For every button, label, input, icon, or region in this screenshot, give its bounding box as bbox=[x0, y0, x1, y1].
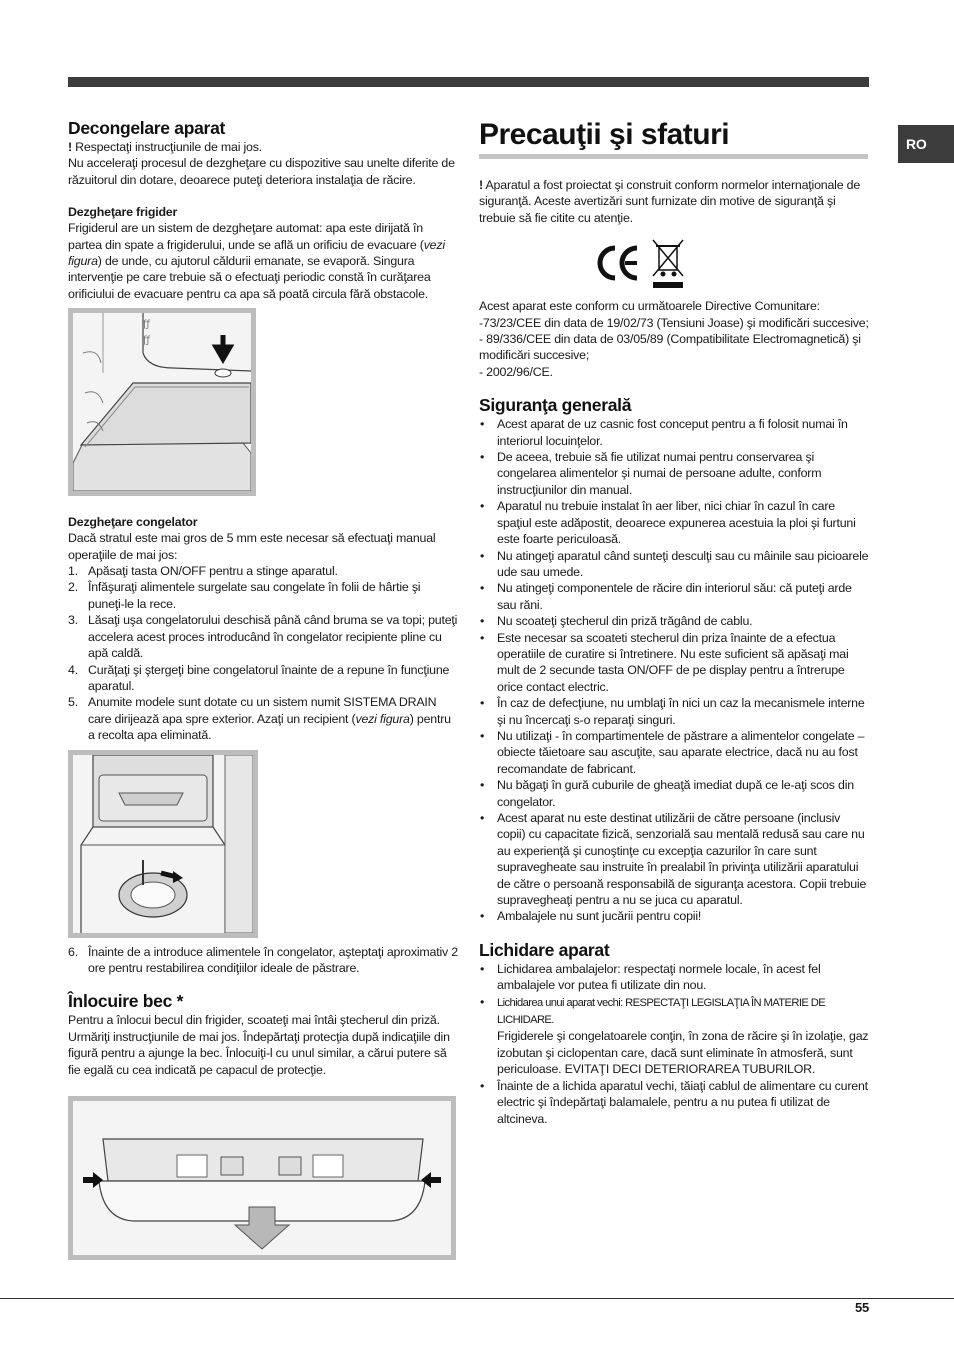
bulb-title: Înlocuire bec * bbox=[68, 991, 184, 1012]
list-item: • Nu băgaţi în gură cuburile de gheaţă imediat după ce le-aţi scos din congelator. bbox=[480, 778, 854, 809]
list-item: • Ambalajele nu sunt jucării pentru copii! bbox=[480, 909, 702, 924]
list-item: • Nu atingeţi componentele de răcire din interiorul său: că puteţi arde sau răni. bbox=[480, 581, 852, 612]
safety-list bbox=[479, 416, 871, 925]
defrost-note bbox=[68, 139, 458, 155]
list-item: • În caz de defecţiune, nu umblaţi în nici un caz la mecanismele interne şi nu încercaţi s-o reparaţi singuri. bbox=[480, 696, 865, 727]
list-item: • Nu scoateţi ştecherul din priză trăgând de cablu. bbox=[480, 614, 753, 629]
page-number: 55 bbox=[854, 1300, 869, 1315]
list-item: 4. Curăţaţi şi ştergeţi bine congelatorul înainte de a repune în funcţiune aparatul. bbox=[68, 662, 450, 693]
list-item: 5. Anumite modele sunt dotate cu un sistem numit SISTEMA DRAIN care dirijează apa spre exterior. Azaţi un recipient (vezi figura) pentru a recolta apa eliminată. bbox=[68, 695, 451, 743]
right-column bbox=[479, 117, 871, 1127]
page-title: Precauţii şi sfaturi bbox=[479, 118, 730, 151]
note-text: Respectaţi instrucţiunile de mai jos. bbox=[71, 140, 262, 154]
list-item: • Nu utilizaţi - în compartimentele de păstrare a alimentelor congelate – obiecte tăietoare sau ascuţite, sau aparate electrice, dacă nu au fost recomandate de fabricant. bbox=[480, 728, 865, 776]
fridge-drain-figure bbox=[68, 308, 256, 496]
intro-body: Aparatul a fost proiectat şi construit conform normelor internaţionale de siguranţă. Aceste avertizări sunt furnizate din motive de siguranţă şi trebuie să fie citite cu atenţie. bbox=[479, 178, 861, 225]
list-item: • Este necesar sa scoateti stecherul din priza înainte de a efectua operatiile de curatire si întretinere. Nu este suficient să apăsaţi mai mult de 2 secunde tasta ON/OFF de pe display pentru a întrerupe orice contact electric. bbox=[480, 630, 849, 694]
lamp-cover-illustration bbox=[73, 1101, 451, 1255]
language-tab: RO bbox=[898, 125, 954, 163]
list-item: • Lichidarea ambalajelor: respectaţi normele locale, în acest fel ambalajele vor putea fi utilizate din nou. bbox=[480, 961, 821, 993]
freezer-defrost-intro: Dacă stratul este mai gros de 5 mm este necesar să efectuaţi manual operaţiile de mai jos: bbox=[68, 531, 436, 562]
note-mark: ! bbox=[68, 140, 72, 154]
freezer-steps bbox=[68, 563, 458, 743]
directive-line: - 89/336/CEE din data de 03/05/89 (Compatibilitate Electromagnetică) şi modificări succesive; bbox=[479, 332, 861, 363]
defrost-title: Decongelare aparat bbox=[68, 118, 226, 138]
freezer-defrost-subtitle: Dezgheţare congelator bbox=[68, 515, 198, 530]
fridge-interior-illustration bbox=[73, 313, 251, 491]
top-bar bbox=[68, 77, 869, 87]
list-item: 6. Înainte de a introduce alimentele în congelator, aşteptaţi aproximativ 2 ore pentru restabilirea condiţiilor ideale de păstrare. bbox=[68, 944, 458, 975]
list-item: • Aparatul nu trebuie instalat în aer liber, nici chiar în cazul în care spaţiul este adăpostit, deoarece expunerea acestuia la ploi şi furtuni este foarte periculoasă. bbox=[480, 499, 856, 547]
footer-rule bbox=[0, 1298, 954, 1299]
fridge-defrost-text bbox=[68, 220, 458, 302]
list-item: • De aceea, trebuie să fie utilizat numai pentru conservarea şi congelarea alimentelor şi numai de persoane adulte, conform instrucţiunilor din manual. bbox=[480, 450, 822, 497]
bulb-cover-figure bbox=[68, 1096, 456, 1260]
directive-line: -73/23/CEE din data de 19/02/73 (Tensiuni Joase) şi modificări succesive; bbox=[479, 315, 869, 330]
list-item: • Nu atingeţi aparatul când sunteţi desculţi sau cu mâinile sau picioarele ude sau umede. bbox=[480, 548, 869, 579]
fridge-text-b: ) de unde, cu ajutorul căldurii emanate, se evaporă. Singura intervenţie pe care trebuie să o efectuaţi periodic constă în curăţarea orificiului de evacuare pentru ca apa să poată circula fără obstacole. bbox=[68, 254, 431, 301]
bulb-text: Pentru a înlocui becul din frigider, scoateţi mai întâi ştecherul din priză. Urmăriţi instrucţiunile de mai jos. Îndepărtaţi protecţia după indicaţiile din figură pentru a ajunge la bec. Înlocuiţi-l cu unul similar, a cărui putere să fie egală cu cea indicată pe capacul de protecţie. bbox=[68, 1013, 450, 1077]
list-item: • Acest aparat de uz casnic fost conceput pentru a fi folosit numai în interiorul locuinţelor. bbox=[480, 417, 848, 448]
fridge-defrost-subtitle: Dezgheţare frigider bbox=[68, 205, 178, 220]
defrost-intro: Nu acceleraţi procesul de dezgheţare cu dispozitive sau unelte diferite de răzuitorul din dotare, deoarece puteţi deteriora instalaţia de răcire. bbox=[68, 156, 455, 187]
directive-line: Acest aparat este conform cu următoarele Directive Comunitare: bbox=[479, 299, 820, 314]
list-item: 1. Apăsaţi tasta ON/OFF pentru a stinge aparatul. bbox=[68, 564, 338, 579]
weee-crossed-bin-icon bbox=[653, 240, 683, 288]
list-item: • Înainte de a lichida aparatul vechi, tăiaţi cablul de alimentare cu curent electric şi îndepărtaţi balamalele, pentru a nu putea fi utilizat de altcineva. bbox=[480, 1078, 868, 1126]
fridge-text-a: Frigiderul are un sistem de dezgheţare automat: apa este dirijată în partea din spate a frigiderului, unde se află un orificiu de evacuare ( bbox=[68, 221, 424, 252]
freezer-drain-illustration bbox=[73, 755, 253, 933]
list-item: • Lichidarea unui aparat vechi: RESPECTAŢI LEGISLAŢIA ÎN MATERIE DE LICHIDARE. Frigiderele şi congelatoarele conţin, în zona de răcire şi în izolaţie, gaz izobutan şi ciclopentan care, dacă sunt eliminate în atmosferă, sunt periculoase. EVITAŢI DECI DETERIORAREA TUBURILOR. bbox=[480, 994, 869, 1077]
list-item: 2. Înfăşuraţi alimentele surgelate sau congelate în folii de hârtie şi puneţi-le la rece. bbox=[68, 580, 421, 611]
svg-text:ƒƒ: ƒƒ bbox=[143, 319, 150, 331]
safety-title: Siguranţa generală bbox=[479, 395, 632, 416]
list-item: • Acest aparat nu este destinat utilizării de către persoane (inclusiv copii) cu capacitate fizică, senzorială sau mentală redusă sau care nu au experienţă şi cunoştinţe cu excepţia cazurilor în care sunt supravegheate sau instruite în prealabil în privinţa utilizării aparatului de către o persoană responsabilă de siguranţa acestora. Copii trebuie supravegheaţi pentru a nu se juca cu aparatul. bbox=[480, 811, 867, 908]
list-item: 3. Lăsaţi uşa congelatorului deschisă până când bruma se va topi; puteţi accelera acest proces introducând în congelator recipiente pline cu apă caldă. bbox=[68, 613, 458, 661]
freezer-steps-continued bbox=[68, 944, 458, 977]
disposal-title: Lichidare aparat bbox=[479, 939, 610, 960]
see-figure: vezi figura bbox=[68, 237, 445, 269]
left-column bbox=[68, 117, 458, 1260]
intro-mark: ! bbox=[479, 178, 483, 192]
certification-marks bbox=[479, 232, 871, 294]
disposal-list bbox=[479, 961, 871, 1127]
directive-line: - 2002/96/CE. bbox=[479, 364, 553, 379]
ce-mark-icon bbox=[600, 248, 637, 278]
intro-text bbox=[479, 177, 871, 226]
drain-system-figure bbox=[68, 750, 258, 938]
svg-text:ƒƒ: ƒƒ bbox=[143, 335, 150, 347]
